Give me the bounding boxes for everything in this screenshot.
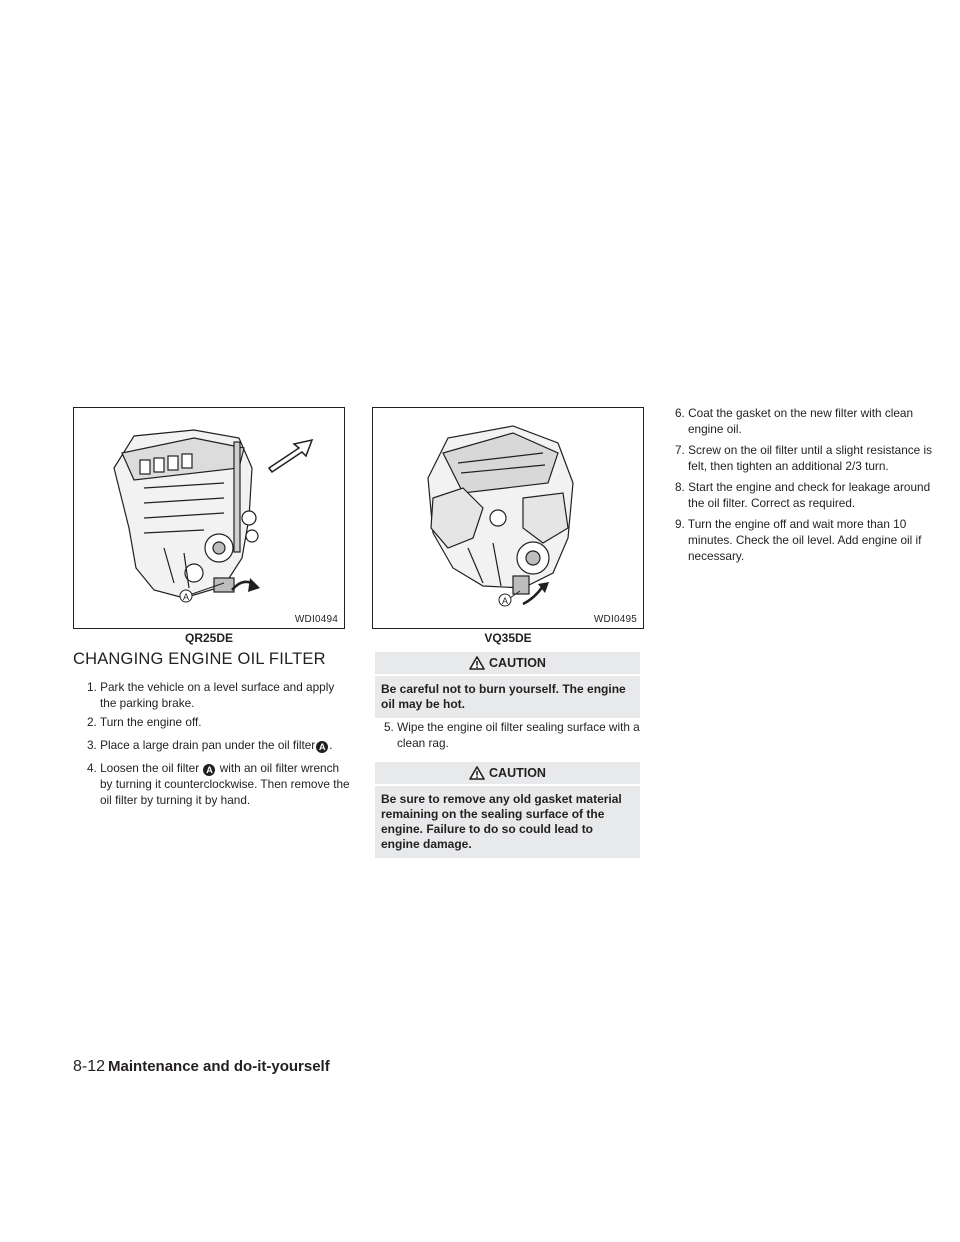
figure-code: WDI0495 [593,614,637,625]
caution-text: Be careful not to burn yourself. The engine oil may be hot. [381,682,626,711]
step-text: Loosen the oil filter [100,761,200,775]
callout-a-icon: A [203,764,215,776]
caution-text: Be sure to remove any old gasket material remaining on the sealing surface of the engine. Failure to do so could lead to engine damage. [381,792,622,851]
svg-text:A: A [501,596,509,606]
step-number: 4. [87,761,97,775]
list-item-step-6 [668,405,940,437]
step-number: 6. [675,406,685,420]
page-number: 8-12 [73,1058,106,1075]
engine-illustration-qr25de [74,408,344,628]
list-item-step-7 [668,442,940,474]
warning-triangle-icon [469,766,485,780]
figure-code: WDI0494 [294,614,338,625]
step-text-end: with an oil filter wrench by turning it counterclockwise. Then remove the oil filter by turning it by hand. [100,761,350,807]
step-number: 8. [675,480,685,494]
step-number: 5. [384,720,394,734]
chapter-title: Maintenance and do-it-yourself [108,1058,330,1075]
step-text: Park the vehicle on a level surface and apply the parking brake. [100,680,335,710]
step-text: Start the engine and check for leakage around the oil filter. Correct as required. [688,480,931,510]
list-item-step-5 [377,719,645,751]
caution-heading: CAUTION [489,656,546,670]
step-text-end: . [329,738,333,752]
step-text: Turn the engine off and wait more than 10 minutes. Check the oil level. Add engine oil if necessary. [687,517,922,563]
caution-box [375,652,640,718]
list-item-step-2 [80,714,350,730]
caution-box [375,762,640,858]
step-number: 7. [675,443,685,457]
step-text: Screw on the oil filter until a slight resistance is felt, then tighten an additional 2/3 turn. [688,443,933,473]
section-title: CHANGING ENGINE OIL FILTER [73,650,326,668]
step-number: 1. [87,680,97,694]
list-item-step-8 [668,479,940,511]
step-number: 9. [675,517,685,531]
step-text: Place a large drain pan under the oil filter [100,738,316,752]
callout-a-icon: A [316,741,328,753]
list-item-step-4 [80,760,350,808]
list-item-step-1 [80,679,350,711]
figure-caption: VQ35DE [484,631,532,645]
figure-vq35de [372,407,644,629]
step-text: Turn the engine off. [99,715,202,729]
figure-qr25de [73,407,345,629]
warning-triangle-icon [469,656,485,670]
step-text: Coat the gasket on the new filter with clean engine oil. [688,406,914,436]
caution-heading: CAUTION [489,766,546,780]
page-footer [73,1058,330,1076]
engine-illustration-vq35de [373,408,643,628]
step-number: 2. [87,715,97,729]
figure-caption: QR25DE [184,631,234,645]
step-number: 3. [87,738,97,752]
list-item-step-9 [668,516,940,564]
list-item-step-3 [80,737,350,753]
step-text: Wipe the engine oil filter sealing surface with a clean rag. [397,720,640,750]
svg-text:A: A [182,592,190,602]
